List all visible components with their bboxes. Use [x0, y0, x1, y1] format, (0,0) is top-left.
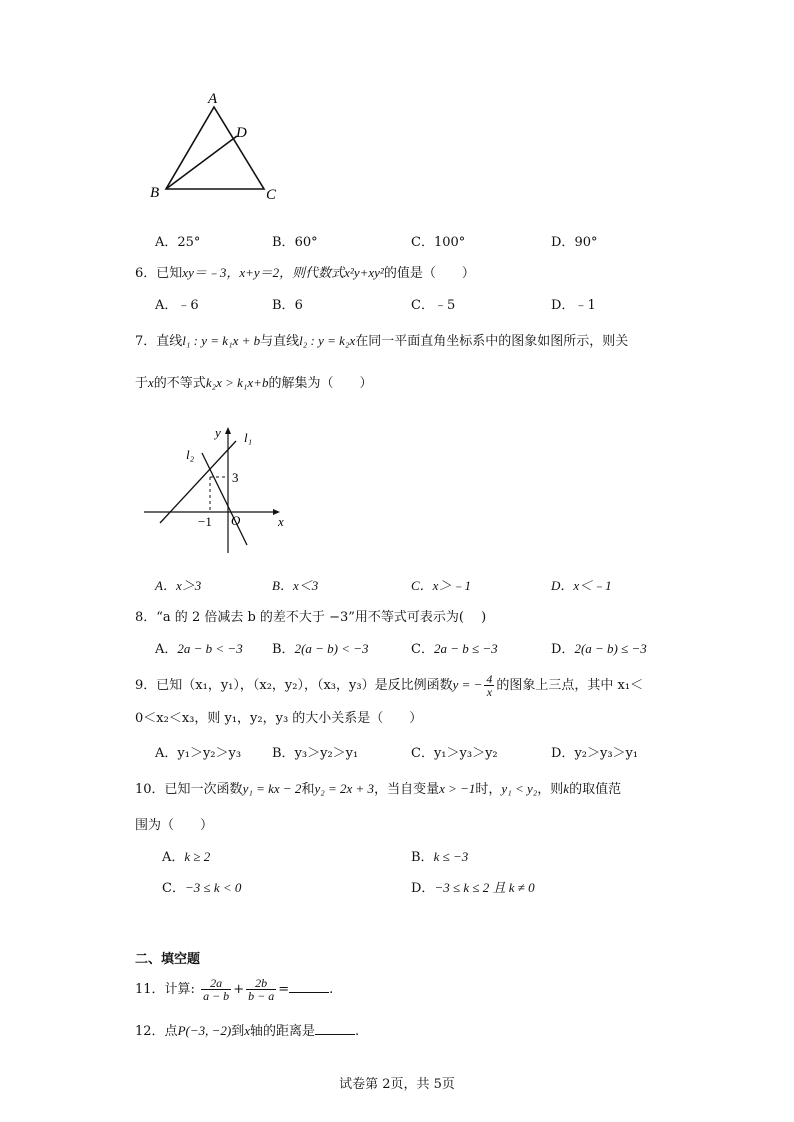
question-text: 与直线 [260, 334, 300, 349]
question-text: 和 [301, 782, 315, 797]
option-text: 100° [433, 235, 466, 250]
q5-option-c[interactable] [411, 235, 465, 251]
question-text: 到 [231, 1024, 245, 1039]
fraction-denominator: a − b [203, 989, 230, 1003]
segment-bd [166, 136, 237, 189]
option-key: A． [155, 578, 176, 593]
plus-sign: + [233, 982, 245, 997]
option-key: B． [272, 235, 295, 250]
three-label: 3 [232, 470, 239, 485]
fraction-numerator: 2a [210, 976, 223, 990]
question-6 [135, 265, 475, 282]
question-text: 围为（ ） [135, 818, 214, 833]
question-text: 点 [164, 1024, 178, 1039]
question-text: 0＜x₂＜x₃，则 y₁，y₂，y₃ 的大小关系是（ ） [135, 711, 423, 726]
function-fraction [484, 673, 494, 698]
question-7-line-2 [135, 375, 373, 392]
option-text: k ≤ −3 [433, 849, 469, 864]
q5-option-b[interactable] [272, 235, 318, 251]
question-10-line-1 [135, 781, 621, 798]
q9-option-d[interactable] [551, 746, 638, 762]
fraction-denominator: b − a [248, 989, 275, 1003]
q6-option-c[interactable] [411, 298, 455, 314]
answer-blank[interactable] [315, 1022, 355, 1035]
option-key: A． [162, 850, 185, 865]
option-text: x＜3 [292, 578, 319, 593]
option-text: y₁＞y₃＞y₂ [433, 746, 498, 761]
question-text: 的图象上三点，其中 x₁＜ [496, 678, 644, 693]
option-key: A． [155, 235, 178, 250]
question-9-line-2 [135, 711, 422, 727]
question-number: 7． [135, 334, 157, 349]
fraction-denominator: x [484, 685, 494, 698]
q8-option-b[interactable] [272, 641, 369, 658]
option-text: ﹣6 [177, 298, 199, 313]
option-key: D． [551, 746, 575, 761]
question-12 [135, 1022, 359, 1040]
comparison: y₁ < y₂ [501, 781, 538, 796]
option-text: 2a − b ≤ −3 [433, 641, 498, 656]
question-text: 的值是（ ） [383, 266, 475, 281]
option-text: −3 ≤ k < 0 [184, 880, 242, 895]
answer-blank[interactable] [289, 980, 329, 993]
option-text: ﹣1 [574, 298, 596, 313]
q9-option-c[interactable] [411, 746, 498, 762]
label-c: C [266, 187, 277, 203]
section-title-fill-in: 二、填空题 [135, 952, 201, 967]
option-key: A． [155, 298, 178, 313]
question-text: 已知 [156, 266, 183, 281]
option-key: C． [162, 881, 185, 896]
question-text: 直线 [156, 334, 183, 349]
option-key: B． [272, 746, 295, 761]
q7-option-b[interactable] [272, 578, 318, 594]
equals-sign: = [278, 982, 290, 997]
option-text: 2(a − b) < −3 [294, 641, 369, 656]
q5-option-d[interactable] [551, 235, 597, 251]
option-text: x＞3 [175, 578, 202, 593]
q6-option-b[interactable] [272, 298, 303, 314]
q10-option-c[interactable] [162, 880, 241, 897]
question-text: 的取值范 [569, 782, 622, 797]
condition: x > −1 [439, 781, 476, 796]
origin-label: O [231, 513, 241, 528]
q5-option-a[interactable] [155, 235, 200, 251]
question-10-line-2 [135, 818, 213, 834]
q8-option-a[interactable] [155, 641, 243, 658]
question-end: . [355, 1024, 360, 1039]
option-text: y₁＞y₂＞y₃ [177, 746, 242, 761]
y-axis-label: y [215, 425, 221, 440]
point-expression: P(−3, −2) [177, 1023, 232, 1038]
fraction-numerator: 4 [486, 672, 493, 686]
option-key: D． [411, 881, 435, 896]
question-7-line-1 [135, 333, 628, 350]
q8-option-c[interactable] [411, 641, 498, 658]
option-key: A． [155, 746, 178, 761]
option-text: −3 ≤ k ≤ 2 且 k ≠ 0 [434, 880, 535, 895]
question-number: 12． [135, 1024, 165, 1039]
question-text: “a 的 2 倍减去 b 的差不大于 −3”用不等式可表示为( ) [156, 610, 487, 625]
option-text: y₂＞y₃＞y₁ [574, 746, 639, 761]
line-l2 [202, 453, 247, 545]
q7-coordinate-graph [140, 425, 300, 555]
option-text: 90° [574, 235, 598, 250]
option-key: B． [411, 850, 434, 865]
option-text: k ≥ 2 [184, 849, 211, 864]
option-key: D． [551, 298, 575, 313]
q10-option-d[interactable] [411, 880, 535, 897]
triangle-figure [140, 85, 300, 210]
x-axis-label: x [278, 514, 284, 529]
option-key: B． [272, 578, 293, 593]
question-end: . [329, 982, 334, 997]
q7-option-c[interactable] [411, 578, 471, 594]
option-key: D． [551, 578, 574, 593]
fraction-2 [246, 977, 276, 1002]
q9-option-b[interactable] [272, 746, 358, 762]
neg1-label: −1 [198, 514, 212, 529]
question-text: 已知一次函数 [164, 782, 243, 797]
question-text: 计算: [164, 982, 195, 997]
label-b: B [150, 185, 160, 201]
option-key: B． [272, 642, 295, 657]
function-lhs: y = − [452, 677, 483, 692]
question-expression: k₂x > k₁x+b [205, 375, 269, 390]
function-2: y₂ = 2x + 3 [314, 781, 375, 796]
option-text: 60° [294, 235, 318, 250]
option-text: 2a − b < −3 [177, 641, 243, 656]
question-expression: l₂ : y = k₂x [299, 333, 356, 348]
question-text: ，则 [537, 782, 564, 797]
question-number: 6． [135, 266, 157, 281]
page-footer: 试卷第 2页，共 5页 [339, 1077, 455, 1092]
q7-option-d[interactable] [551, 578, 612, 594]
option-key: B． [272, 298, 295, 313]
question-text: 时， [475, 782, 502, 797]
option-text: 2(a − b) ≤ −3 [574, 641, 647, 656]
q10-option-b[interactable] [411, 849, 468, 866]
q6-option-d[interactable] [551, 298, 596, 314]
variable-x: x [244, 1023, 251, 1038]
question-text: 的解集为（ ） [268, 376, 373, 391]
question-number: 8． [135, 610, 157, 625]
option-text: ﹣5 [433, 298, 456, 313]
option-text: x＜﹣1 [573, 578, 612, 593]
question-number: 11． [135, 982, 165, 997]
l2-label: l₂ [186, 447, 195, 462]
question-text: 于 [135, 376, 149, 391]
question-text: 轴的距离是 [250, 1024, 316, 1039]
label-a: A [208, 91, 218, 107]
question-text: xy＝﹣3，x+y＝2，则代数式 [182, 265, 345, 280]
option-key: D． [551, 235, 575, 250]
fraction-1 [201, 977, 231, 1002]
question-number: 10． [135, 782, 165, 797]
question-expression: l₁ : y = k₁x + b [182, 333, 261, 348]
option-text: y₃＞y₂＞y₁ [294, 746, 359, 761]
option-key: C． [411, 642, 434, 657]
q9-option-a[interactable] [155, 746, 241, 762]
y-axis-arrow [225, 427, 231, 434]
option-text: 6 [294, 298, 303, 313]
fraction-numerator: 2b [255, 976, 268, 990]
function-1: y₁ = kx − 2 [242, 781, 302, 796]
option-text: x＞﹣1 [432, 578, 471, 593]
question-expression: x²y+xy² [344, 265, 384, 280]
question-8 [135, 610, 486, 626]
question-number: 9． [135, 678, 157, 693]
question-text: 已知（x₁，y₁），（x₂，y₂），（x₃，y₃）是反比例函数 [156, 678, 453, 693]
label-d: D [236, 125, 247, 141]
option-text: 25° [177, 235, 201, 250]
option-key: C． [411, 298, 434, 313]
q6-option-a[interactable] [155, 298, 199, 314]
l1-label: l₁ [244, 430, 253, 445]
q7-option-a[interactable] [155, 578, 201, 594]
option-key: A． [155, 642, 178, 657]
option-key: C． [411, 746, 434, 761]
question-text: ，当自变量 [374, 782, 440, 797]
variable-k: k [563, 781, 570, 796]
q10-option-a[interactable] [162, 849, 210, 866]
line-l1 [160, 441, 236, 523]
question-text: 的不等式 [153, 376, 206, 391]
option-key: D． [551, 642, 575, 657]
q8-option-d[interactable] [551, 641, 647, 658]
question-9-line-1 [135, 672, 643, 699]
question-11 [135, 975, 333, 1005]
option-key: C． [411, 578, 433, 593]
option-key: C． [411, 235, 434, 250]
triangle-abc [166, 107, 264, 189]
question-expression: x [148, 375, 154, 390]
question-text: 在同一平面直角坐标系中的图象如图所示，则关 [355, 334, 629, 349]
